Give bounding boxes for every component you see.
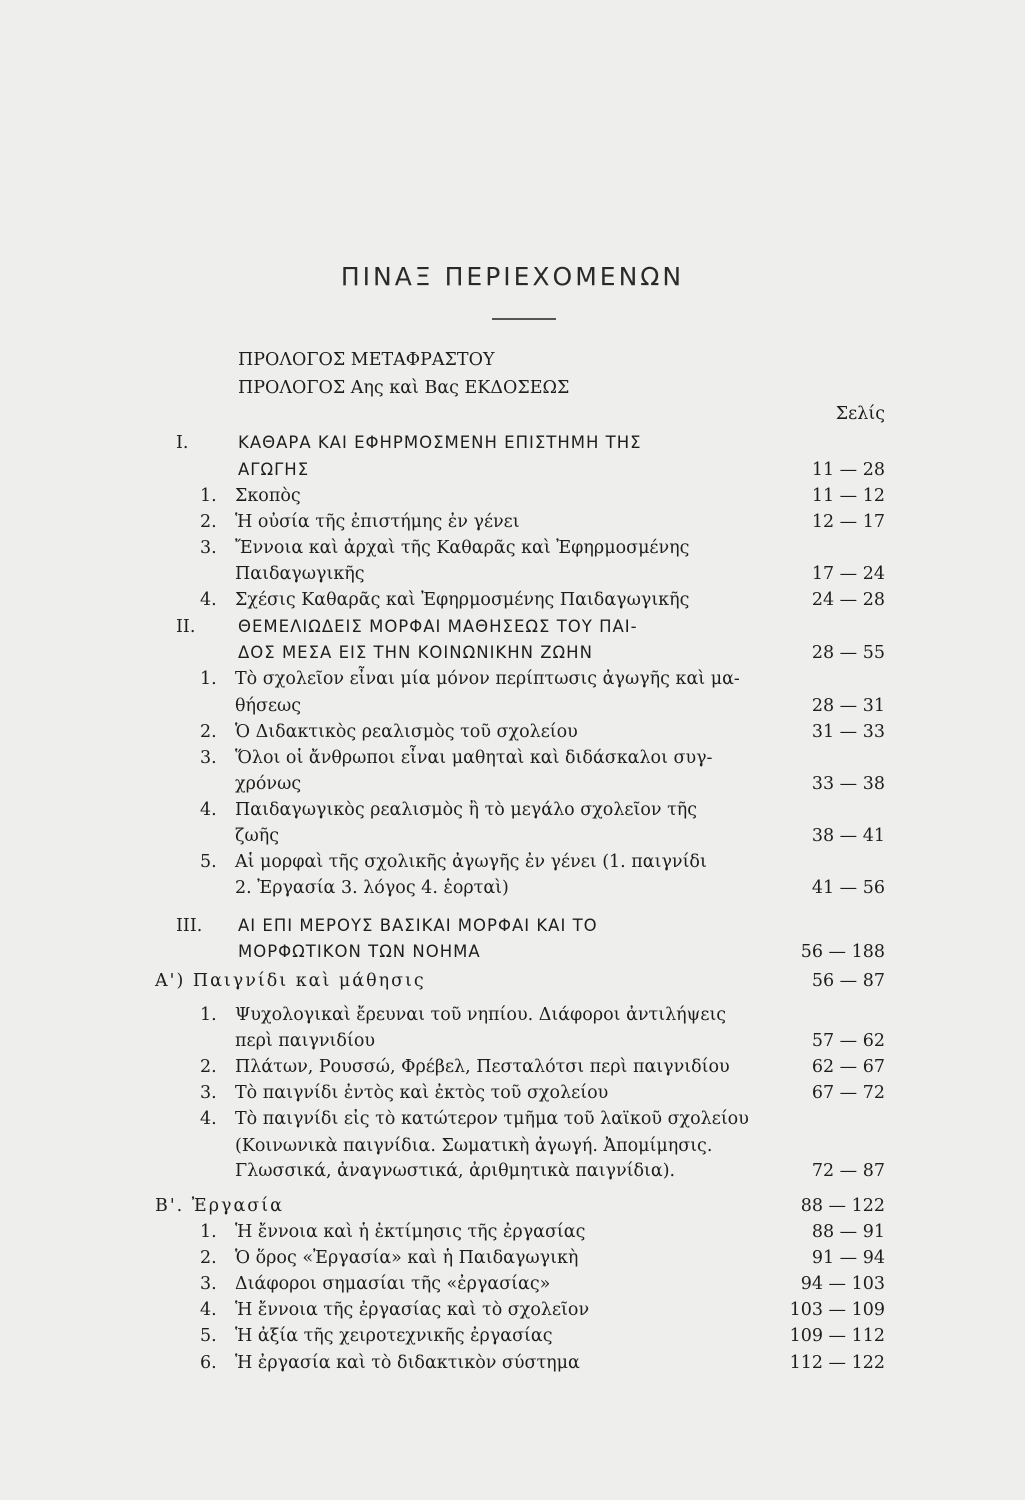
toc-line <box>0 1350 1025 1376</box>
toc-line <box>0 1054 1025 1080</box>
toc-line <box>0 1271 1025 1297</box>
toc-num: 4. <box>200 590 217 610</box>
toc-num: 4. <box>200 1300 217 1320</box>
title-underline <box>492 318 556 320</box>
toc-line <box>0 1297 1025 1323</box>
toc-line <box>0 1080 1025 1106</box>
toc-text: (Κοινωνικὰ παιγνίδια. Σωματικὴ ἀγωγή. Ἀπομίμησις. <box>235 1136 713 1156</box>
toc-num: 3. <box>200 538 217 558</box>
toc-line <box>0 797 1025 823</box>
toc-line <box>0 457 1025 483</box>
toc-text: Ἡ οὐσία τῆς ἐπιστήμης ἐν γένει <box>235 512 520 532</box>
toc-line <box>0 614 1025 640</box>
toc-line <box>0 1323 1025 1349</box>
toc-text: Σκοπὸς <box>235 486 301 506</box>
toc-text: 2. Ἐργασία 3. λόγος 4. ἑορταὶ) <box>235 878 509 898</box>
toc-pages: 91 — 94 <box>811 1248 885 1268</box>
toc-line <box>0 1106 1025 1132</box>
toc-text: Τὸ παιγνίδι εἰς τὸ κατώτερον τμῆμα τοῦ λαϊκοῦ σχολείου <box>235 1109 749 1129</box>
toc-line <box>0 875 1025 901</box>
toc-num: 1. <box>200 669 217 689</box>
toc-line <box>0 430 1025 456</box>
toc-pages: 72 — 87 <box>811 1161 885 1181</box>
toc-text: ΘΕΜΕΛΙΩΔΕΙΣ ΜΟΡΦΑΙ ΜΑΘΗΣΕΩΣ ΤΟΥ ΠΑΙ- <box>238 617 638 636</box>
toc-line <box>0 771 1025 797</box>
toc-text: ΑΙ ΕΠΙ ΜΕΡΟΥΣ ΒΑΣΙΚΑΙ ΜΟΡΦΑΙ ΚΑΙ ΤΟ <box>238 916 598 935</box>
toc-text: Ὁ ὅρος «Ἐργασία» καὶ ἡ Παιδαγωγικὴ <box>235 1248 579 1268</box>
toc-line <box>0 719 1025 745</box>
toc-line <box>0 1002 1025 1028</box>
toc-pages: 11 — 12 <box>811 486 885 506</box>
toc-num: 4. <box>200 800 217 820</box>
toc-line <box>0 535 1025 561</box>
toc-pages: 31 — 33 <box>811 722 885 742</box>
toc-num: 6. <box>200 1353 217 1373</box>
toc-text: Ἔννοια καὶ ἀρχαὶ τῆς Καθαρᾶς καὶ Ἐφηρμοσμένης <box>235 538 690 558</box>
toc-text: Γλωσσικά, ἀναγνωστικά, ἀριθμητικὰ παιγνίδια). <box>235 1161 676 1181</box>
toc-text: περὶ παιγνιδίου <box>235 1031 375 1051</box>
toc-line <box>0 561 1025 587</box>
page-title: ΠΙΝΑΞ ΠΕΡΙΕΧΟΜΕΝΩΝ <box>340 262 685 291</box>
toc-text: Ἡ ἐργασία καὶ τὸ διδακτικὸν σύστημα <box>235 1353 580 1373</box>
toc-pages: 11 — 28 <box>811 460 885 480</box>
toc-pages: 33 — 38 <box>811 774 885 794</box>
toc-text: ΑΓΩΓΗΣ <box>238 460 310 479</box>
toc-text: Πλάτων, Ρουσσώ, Φρέβελ, Πεσταλότσι περὶ παιγνιδίου <box>235 1057 730 1077</box>
toc-text: Τὸ παιγνίδι ἐντὸς καὶ ἐκτὸς τοῦ σχολείου <box>235 1083 609 1103</box>
toc-line <box>0 509 1025 535</box>
toc-text: Ἡ ἔννοια τῆς ἐργασίας καὶ τὸ σχολεῖον <box>235 1300 590 1320</box>
toc-num: III. <box>176 916 203 936</box>
toc-num: I. <box>176 433 189 453</box>
toc-line <box>0 1133 1025 1159</box>
toc-text: Σχέσις Καθαρᾶς καὶ Ἐφηρμοσμένης Παιδαγωγικῆς <box>235 590 690 610</box>
toc-pages: 17 — 24 <box>811 564 885 584</box>
toc-pages: 94 — 103 <box>800 1274 885 1294</box>
toc-num: 5. <box>200 852 217 872</box>
toc-pages: 88 — 91 <box>811 1222 885 1242</box>
toc-line <box>0 1245 1025 1271</box>
toc-line <box>0 375 1025 401</box>
toc-text: Ὁ Διδακτικὸς ρεαλισμὸς τοῦ σχολείου <box>235 722 578 742</box>
toc-line <box>0 1193 1025 1219</box>
toc-num: 1. <box>200 1222 217 1242</box>
toc-text: ΜΟΡΦΩΤΙΚΟΝ ΤΩΝ ΝΟΗΜΑ <box>238 942 481 961</box>
toc-pages: 56 — 188 <box>800 942 885 962</box>
toc-pages: 112 — 122 <box>789 1353 885 1373</box>
toc-line <box>0 939 1025 965</box>
toc-pages: 28 — 31 <box>811 696 885 716</box>
toc-pages: 56 — 87 <box>811 971 885 991</box>
toc-text: Β'. Ἐργασία <box>155 1196 284 1216</box>
toc-pages: 88 — 122 <box>800 1196 885 1216</box>
toc-text: Ὅλοι οἱ ἄνθρωποι εἶναι μαθηταὶ καὶ διδάσκαλοι συγ- <box>235 748 713 768</box>
toc-text: Διάφοροι σημασίαι τῆς «ἐργασίας» <box>235 1274 551 1294</box>
toc-pages: 109 — 112 <box>789 1326 885 1346</box>
toc-pages: 57 — 62 <box>811 1031 885 1051</box>
toc-line <box>0 1158 1025 1184</box>
toc-num: 2. <box>200 1057 217 1077</box>
toc-num: 4. <box>200 1109 217 1129</box>
toc-line <box>0 693 1025 719</box>
toc-text: Ἡ ἀξία τῆς χειροτεχνικῆς ἐργασίας <box>235 1326 553 1346</box>
toc-line <box>0 823 1025 849</box>
toc-line <box>0 347 1025 373</box>
toc-num: 3. <box>200 1274 217 1294</box>
toc-line <box>0 1028 1025 1054</box>
toc-num: 1. <box>200 1005 217 1025</box>
toc-text: Παιδαγωγικῆς <box>235 564 365 584</box>
toc-line <box>0 666 1025 692</box>
toc-pages: 28 — 55 <box>811 643 885 663</box>
toc-num: 1. <box>200 486 217 506</box>
toc-line <box>0 483 1025 509</box>
toc-text: ζωῆς <box>235 826 280 846</box>
toc-text: Αἱ μορφαὶ τῆς σχολικῆς ἀγωγῆς ἐν γένει (1. παιγνίδι <box>235 852 707 872</box>
toc-text: Ψυχολογικαὶ ἔρευναι τοῦ νηπίου. Διάφοροι ἀντιλήψεις <box>235 1005 727 1025</box>
toc-text: ΚΑΘΑΡΑ ΚΑΙ ΕΦΗΡΜΟΣΜΕΝΗ ΕΠΙΣΤΗΜΗ ΤΗΣ <box>238 433 642 452</box>
toc-num: 5. <box>200 1326 217 1346</box>
toc-pages: 38 — 41 <box>811 826 885 846</box>
toc-text: χρόνως <box>235 774 302 794</box>
toc-line <box>0 640 1025 666</box>
toc-text: ΠΡΟΛΟΓΟΣ ΜΕΤΑΦΡΑΣΤΟΥ <box>238 350 495 370</box>
toc-pages: 12 — 17 <box>811 512 885 532</box>
toc-text: Α') Παιγνίδι καὶ μάθησις <box>155 971 426 991</box>
toc-text: Παιδαγωγικὸς ρεαλισμὸς ἢ τὸ μεγάλο σχολεῖον τῆς <box>235 800 698 820</box>
toc-line <box>0 968 1025 994</box>
toc-line <box>0 849 1025 875</box>
toc-line <box>0 587 1025 613</box>
toc-num: II. <box>176 617 196 637</box>
toc-num: 2. <box>200 1248 217 1268</box>
toc-line <box>0 1219 1025 1245</box>
toc-text: Ἡ ἔννοια καὶ ἡ ἐκτίμησις τῆς ἐργασίας <box>235 1222 586 1242</box>
toc-num: 3. <box>200 748 217 768</box>
toc-pages: 62 — 67 <box>811 1057 885 1077</box>
toc-text: ΔΟΣ ΜΕΣΑ ΕΙΣ ΤΗΝ ΚΟΙΝΩΝΙΚΗΝ ΖΩΗΝ <box>238 643 593 662</box>
toc-num: 2. <box>200 512 217 532</box>
pages-column-header: Σελίς <box>835 404 885 424</box>
toc-pages: 41 — 56 <box>811 878 885 898</box>
toc-num: 2. <box>200 722 217 742</box>
toc-num: 3. <box>200 1083 217 1103</box>
toc-text: θήσεως <box>235 696 302 716</box>
toc-line <box>0 745 1025 771</box>
toc-line <box>0 913 1025 939</box>
toc-pages: 103 — 109 <box>789 1300 885 1320</box>
toc-text: ΠΡΟΛΟΓΟΣ Αης καὶ Βας ΕΚΔΟΣΕΩΣ <box>238 378 570 398</box>
toc-pages: 24 — 28 <box>811 590 885 610</box>
toc-pages: 67 — 72 <box>811 1083 885 1103</box>
toc-text: Τὸ σχολεῖον εἶναι μία μόνον περίπτωσις ἀγωγῆς καὶ μα- <box>235 669 740 689</box>
